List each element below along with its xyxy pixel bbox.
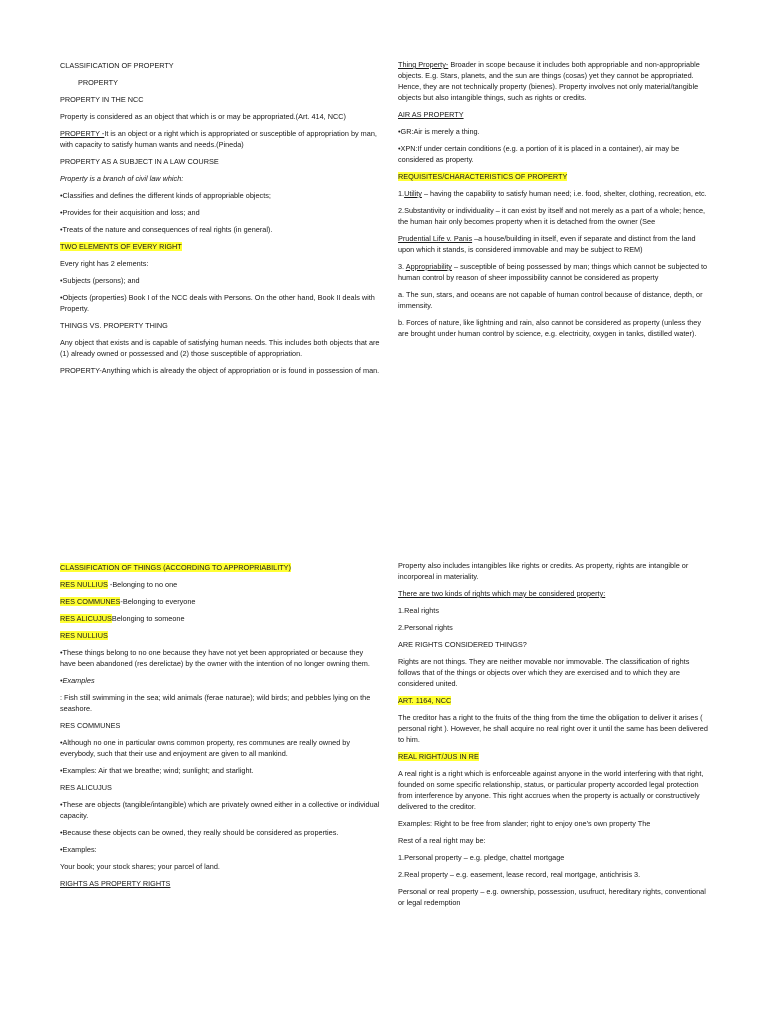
branch-item-provides: •Provides for their acquisition and loss; and (60, 208, 200, 217)
air-heading-text: AIR AS PROPERTY (398, 110, 464, 119)
prudential-text: –a house/building in itself, even if separate and distinct from the land upon which it stands, is considered immovable and may be subject to REM) (398, 234, 696, 254)
res-nullius-label: RES NULLIUS (60, 580, 108, 589)
appropriability-item-a: a. The sun, stars, and oceans are not capable of human control because of distance, depth, or immensity. (398, 290, 703, 310)
thing-property-label: Thing Property- (398, 60, 449, 69)
branch-item-treats: •Treats of the nature and consequences of real rights (in general). (60, 225, 273, 234)
res-alicujus-description: •These are objects (tangible/intangible) which are privately owned either in a collective or individual capacity. (60, 800, 380, 820)
thing-definition: Any object that exists and is capable of satisfying human needs. This includes both objects that are (1) already owned or possessed and (2) those susceptible of appropriation. (60, 338, 380, 358)
appropriability-number: 3. (398, 262, 406, 271)
bottom-right-column (398, 560, 710, 914)
res-alicujus-label: RES ALICUJUS (60, 614, 112, 623)
real-right-examples: Examples: Right to be free from slander; right to enjoy one's own property The (398, 819, 651, 828)
art-1164-highlight: ART. 1164, NCC (398, 696, 452, 705)
kind-real-rights: 1.Real rights (398, 606, 439, 615)
heading-requisites (398, 171, 710, 182)
res-nullius-examples: : Fish still swimming in the sea; wild animals (ferae naturae); wild birds; and pebbles lying on the seashore. (60, 693, 371, 713)
real-right-definition: A real right is a right which is enforceable against anyone in the world interfering with that right, founded on some specific relationship, status, or particular property accorded legal protection from interference by anyone. This right accrues when the property is actually or constructively delivered to the creditor. (398, 769, 704, 811)
res-alicujus-text: Belonging to someone (111, 614, 185, 623)
res-communes-label: RES COMMUNES (60, 597, 121, 606)
res-communes-description: •Although no one in particular owns common property, res communes are really owned by everybody, such that their use and enjoyment are given to all mankind. (60, 738, 350, 758)
air-exception: •XPN:If under certain conditions (e.g. a portion of it is placed in a container), air may be considered as property. (398, 144, 680, 164)
two-kinds-text: There are two kinds of rights which may be considered property: (398, 589, 606, 598)
thing-property-paragraph (398, 59, 710, 103)
res-nullius-heading-highlight: RES NULLIUS (60, 631, 108, 640)
rights-not-things: Rights are not things. They are neither movable nor immovable. The classification of rights follows that of the things or objects over which they are exercised and to which they are considered united. (398, 657, 690, 688)
res-alicujus-because: •Because these objects can be owned, they really should be considered as properties. (60, 828, 339, 837)
real-right-highlight: REAL RIGHT/JUS IN RE (398, 752, 479, 761)
res-alicujus-line (60, 613, 380, 624)
utility-label: Utility (404, 189, 422, 198)
appropriability-text: – susceptible of being possessed by man; things which cannot be subjected to human control by reason of sheer impossibility cannot be considered as property (398, 262, 708, 282)
res-nullius-line (60, 579, 380, 590)
property-definition-pineda (60, 128, 380, 150)
creditor-paragraph: The creditor has a right to the fruits of the thing from the time the obligation to deliver it arises ( personal right ). However, he shall acquire no real right over it until the same has been delivered to him. (398, 713, 708, 744)
requisite-substantivity: 2.Substantivity or individuality – it can exist by itself and not merely as a part of a whole; hence, the human hair only becomes property when it is detached from the owner (See (398, 206, 706, 226)
heading-property-ncc: PROPERTY IN THE NCC (60, 95, 144, 104)
utility-text: – having the capability to satisfy human need; i.e. food, shelter, clothing, recreation, etc. (421, 189, 707, 198)
rights-heading-text: RIGHTS AS PROPERTY RIGHTS (60, 879, 171, 888)
heading-real-right (398, 751, 710, 762)
utility-number: 1. (398, 189, 405, 198)
rest-real-property: 2.Real property – e.g. easement, lease record, real mortgage, antichrisis 3. (398, 870, 641, 879)
rest-personal-property: 1.Personal property – e.g. pledge, chattel mortgage (398, 853, 565, 862)
heading-res-alicujus: RES ALICUJUS (60, 783, 112, 792)
res-communes-line (60, 596, 380, 607)
heading-air-as-property (398, 109, 710, 120)
requisite-utility (398, 188, 710, 199)
two-elements-highlight: TWO ELEMENTS OF EVERY RIGHT (60, 242, 182, 251)
examples-label: •Examples (60, 676, 95, 685)
two-kinds-heading (398, 588, 710, 599)
heading-res-nullius (60, 630, 380, 641)
property-definition-possession: PROPERTY-Anything which is already the object of appropriation or is found in possession of man. (60, 366, 380, 375)
intangibles-paragraph: Property also includes intangibles like rights or credits. As property, rights are intangible or incorporeal in materiality. (398, 561, 689, 581)
property-definition-text: It is an object or a right which is appropriated or susceptible of appropriation by man, with capacity to satisfy human wants and needs.(Pineda) (60, 129, 377, 149)
rest-personal-or-real: Personal or real property – e.g. ownership, possession, usufruct, hereditary rights, conventional or legal redemption (398, 887, 706, 907)
bottom-left-column (60, 562, 380, 895)
heading-classification: CLASSIFICATION OF PROPERTY (60, 61, 174, 70)
heading-art-1164 (398, 695, 710, 706)
res-alicujus-examples: Your book; your stock shares; your parcel of land. (60, 862, 220, 871)
kind-personal-rights: 2.Personal rights (398, 623, 453, 632)
branch-item-classifies: •Classifies and defines the different kinds of appropriable objects; (60, 191, 271, 200)
prudential-life-case (398, 233, 710, 255)
heading-res-communes: RES COMMUNES (60, 721, 121, 730)
res-nullius-description: •These things belong to no one because they have not yet been appropriated or because they have been abandoned (res derelictae) by the owner with the intention of no longer owning them. (60, 648, 370, 668)
property-definition-ncc: Property is considered as an object that which is or may be appropriated.(Art. 414, NCC) (60, 112, 346, 121)
heading-subject-law-course: PROPERTY AS A SUBJECT IN A LAW COURSE (60, 157, 219, 166)
examples-colon: •Examples: (60, 845, 97, 854)
heading-classification-of-things (60, 562, 380, 573)
requisite-appropriability (398, 261, 710, 283)
element-subjects: •Subjects (persons); and (60, 276, 140, 285)
requisites-highlight: REQUISITES/CHARACTERISTICS OF PROPERTY (398, 172, 568, 181)
every-right-intro: Every right has 2 elements: (60, 259, 149, 268)
appropriability-label: Appropriability (405, 262, 452, 271)
heading-two-elements (60, 241, 380, 252)
property-label: PROPERTY - (60, 129, 105, 138)
element-objects: •Objects (properties) Book I of the NCC deals with Persons. On the other hand, Book II deals with Property. (60, 293, 375, 313)
thing-property-text: Broader in scope because it includes both appropriable and non-appropriable objects. E.g. Stars, planets, and the sun are things (cosas) yet they cannot be appropriated. Hence, they are not technically property (bienes). Property involves not only material/tangible objects but also intangible things, such as rights or credits. (398, 60, 700, 102)
res-nullius-text: -Belonging to no one (107, 580, 178, 589)
prudential-label: Prudential Life v. Panis (398, 234, 473, 243)
top-right-column (398, 59, 710, 345)
heading-are-rights-things: ARE RIGHTS CONSIDERED THINGS? (398, 640, 527, 649)
classification-highlight: CLASSIFICATION OF THINGS (ACCORDING TO APPROPRIABILITY) (60, 563, 291, 572)
top-left-column (60, 60, 380, 382)
heading-things-vs-property: THINGS VS. PROPERTY THING (60, 321, 168, 330)
appropriability-item-b: b. Forces of nature, like lightning and rain, also cannot be considered as property (unless they are brought under human control by science, e.g. electricity, oxygen in tanks, distilled water). (398, 318, 701, 338)
property-branch-intro: Property is a branch of civil law which: (60, 174, 184, 183)
air-general-rule: •GR:Air is merely a thing. (398, 127, 480, 136)
res-communes-text: -Belonging to everyone (120, 597, 196, 606)
heading-rights-as-property (60, 878, 380, 889)
res-communes-examples: •Examples: Air that we breathe; wind; sunlight; and starlight. (60, 766, 254, 775)
heading-property: PROPERTY (78, 78, 119, 87)
rest-of-real-right: Rest of a real right may be: (398, 836, 486, 845)
